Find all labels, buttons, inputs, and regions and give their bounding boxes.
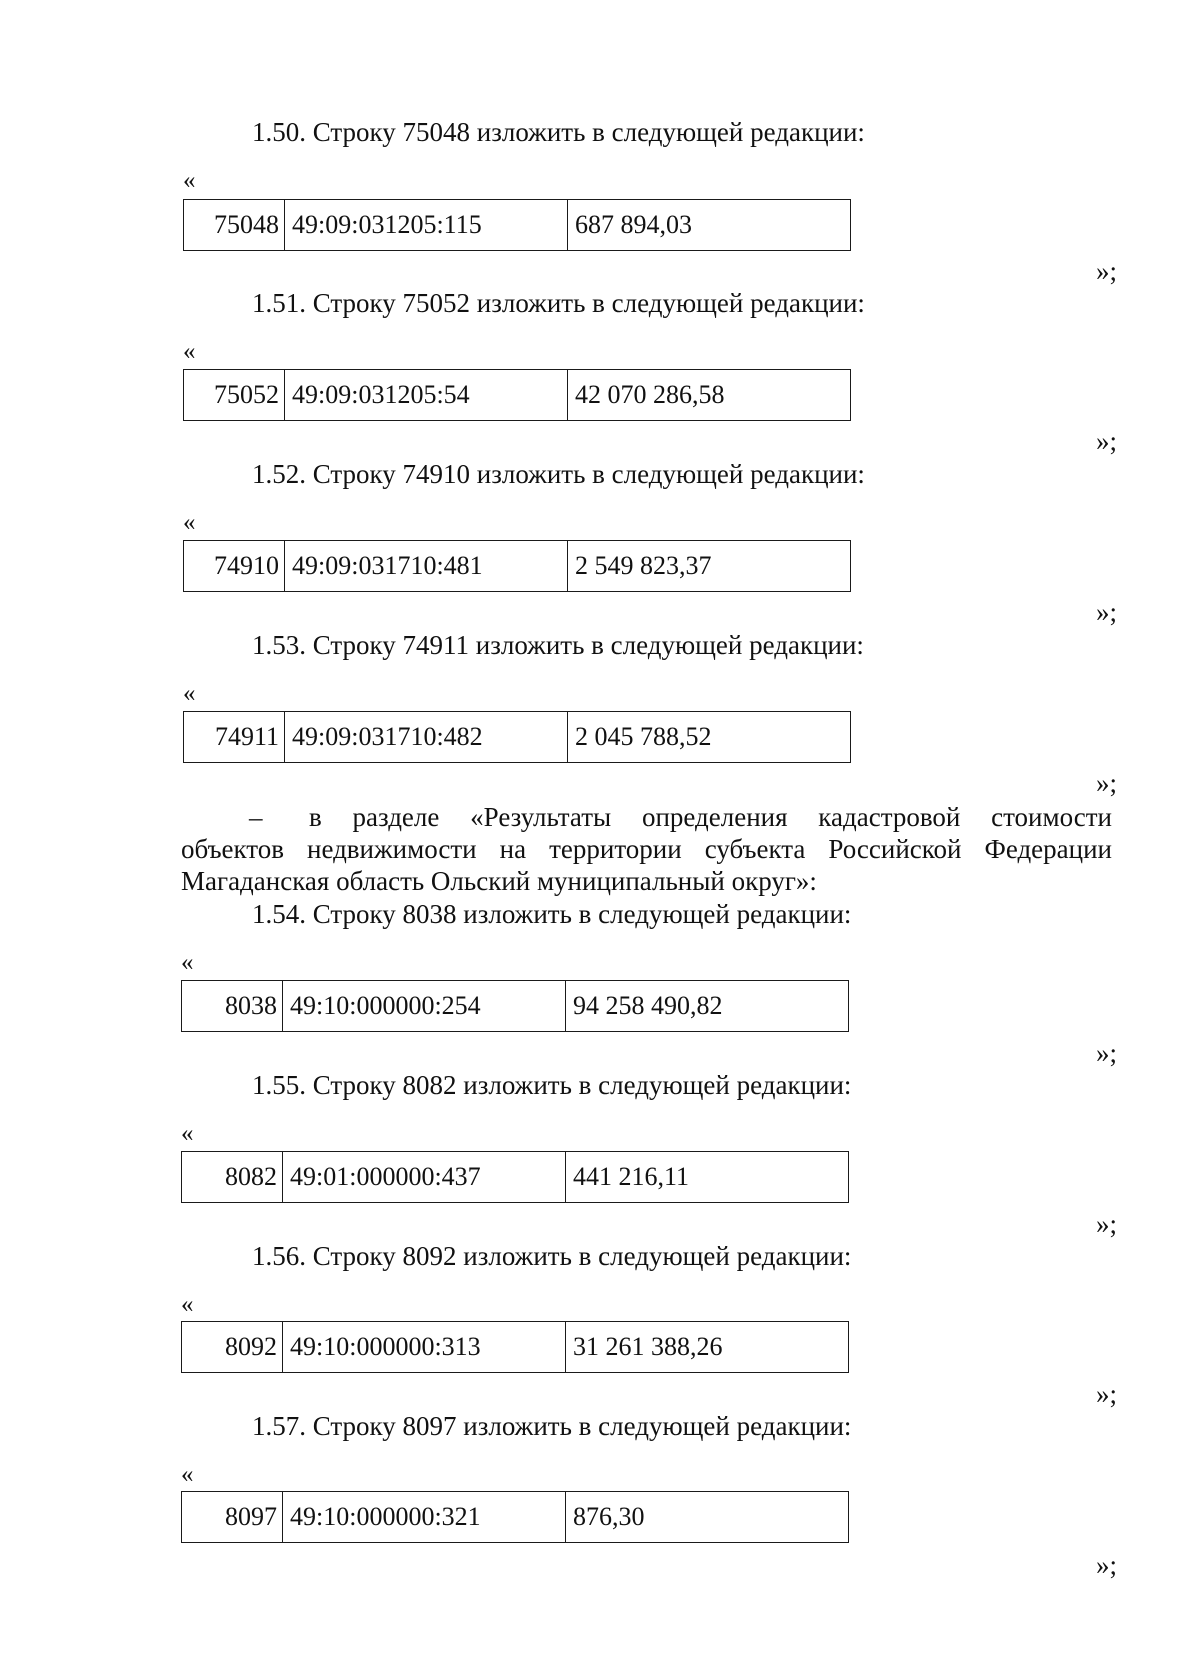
entry-table bbox=[183, 540, 851, 592]
entry-heading: 1.57. Строку 8097 изложить в следующей редакции: bbox=[252, 1411, 852, 1441]
list-dash: – bbox=[249, 802, 263, 832]
table-row bbox=[182, 1322, 849, 1373]
cadastral-value-cell: 2 549 823,37 bbox=[568, 541, 851, 592]
close-quote: »; bbox=[1096, 426, 1118, 456]
section-paragraph bbox=[181, 801, 1112, 897]
cadastral-number-cell: 49:09:031205:115 bbox=[285, 200, 568, 251]
cadastral-number-cell: 49:09:031205:54 bbox=[285, 370, 568, 421]
entry-heading: 1.55. Строку 8082 изложить в следующей редакции: bbox=[252, 1070, 852, 1100]
cadastral-number-cell: 49:10:000000:321 bbox=[283, 1492, 566, 1543]
table-row bbox=[182, 981, 849, 1032]
entry-table bbox=[183, 711, 851, 763]
cadastral-number-cell: 49:09:031710:482 bbox=[285, 712, 568, 763]
close-quote: »; bbox=[1096, 768, 1118, 798]
entry-heading: 1.53. Строку 74911 изложить в следующей редакции: bbox=[252, 630, 864, 660]
entry-heading: 1.51. Строку 75052 изложить в следующей редакции: bbox=[252, 288, 865, 318]
entry-heading: 1.56. Строку 8092 изложить в следующей редакции: bbox=[252, 1241, 852, 1271]
open-quote: « bbox=[181, 949, 194, 976]
row-number-cell: 8038 bbox=[182, 981, 283, 1032]
cadastral-number-cell: 49:09:031710:481 bbox=[285, 541, 568, 592]
table-row bbox=[184, 370, 851, 421]
entry-table bbox=[183, 369, 851, 421]
close-quote: »; bbox=[1096, 1379, 1118, 1409]
entry-table bbox=[183, 199, 851, 251]
row-number-cell: 74910 bbox=[184, 541, 285, 592]
cadastral-number-cell: 49:01:000000:437 bbox=[283, 1152, 566, 1203]
cadastral-value-cell: 876,30 bbox=[566, 1492, 849, 1543]
row-number-cell: 75048 bbox=[184, 200, 285, 251]
entry-table bbox=[181, 1151, 849, 1203]
cadastral-number-cell: 49:10:000000:313 bbox=[283, 1322, 566, 1373]
entry-table bbox=[181, 1491, 849, 1543]
entry-table bbox=[181, 1321, 849, 1373]
close-quote: »; bbox=[1096, 597, 1118, 627]
open-quote: « bbox=[183, 509, 196, 536]
cadastral-number-cell: 49:10:000000:254 bbox=[283, 981, 566, 1032]
open-quote: « bbox=[183, 680, 196, 707]
table-row bbox=[184, 541, 851, 592]
paragraph-line-3: Магаданская область Ольский муниципальный округ»: bbox=[181, 866, 817, 896]
row-number-cell: 8082 bbox=[182, 1152, 283, 1203]
open-quote: « bbox=[183, 338, 196, 365]
open-quote: « bbox=[183, 167, 196, 194]
cadastral-value-cell: 2 045 788,52 bbox=[568, 712, 851, 763]
cadastral-value-cell: 441 216,11 bbox=[566, 1152, 849, 1203]
close-quote: »; bbox=[1096, 1550, 1118, 1580]
open-quote: « bbox=[181, 1291, 194, 1318]
entry-heading: 1.50. Строку 75048 изложить в следующей редакции: bbox=[252, 117, 865, 147]
row-number-cell: 74911 bbox=[184, 712, 285, 763]
row-number-cell: 8092 bbox=[182, 1322, 283, 1373]
close-quote: »; bbox=[1096, 1038, 1118, 1068]
cadastral-value-cell: 31 261 388,26 bbox=[566, 1322, 849, 1373]
entry-table bbox=[181, 980, 849, 1032]
close-quote: »; bbox=[1096, 256, 1118, 286]
cadastral-value-cell: 94 258 490,82 bbox=[566, 981, 849, 1032]
entry-heading: 1.52. Строку 74910 изложить в следующей редакции: bbox=[252, 459, 865, 489]
table-row bbox=[184, 200, 851, 251]
table-row bbox=[184, 712, 851, 763]
close-quote: »; bbox=[1096, 1209, 1118, 1239]
paragraph-line-2: объектов недвижимости на территории субъекта Российской Федерации bbox=[181, 834, 1112, 864]
entry-heading: 1.54. Строку 8038 изложить в следующей редакции: bbox=[252, 899, 852, 929]
cadastral-value-cell: 687 894,03 bbox=[568, 200, 851, 251]
row-number-cell: 8097 bbox=[182, 1492, 283, 1543]
open-quote: « bbox=[181, 1120, 194, 1147]
paragraph-line-1: – в разделе «Результаты определения кадастровой стоимости bbox=[249, 802, 1112, 832]
table-row bbox=[182, 1152, 849, 1203]
open-quote: « bbox=[181, 1461, 194, 1488]
row-number-cell: 75052 bbox=[184, 370, 285, 421]
cadastral-value-cell: 42 070 286,58 bbox=[568, 370, 851, 421]
table-row bbox=[182, 1492, 849, 1543]
